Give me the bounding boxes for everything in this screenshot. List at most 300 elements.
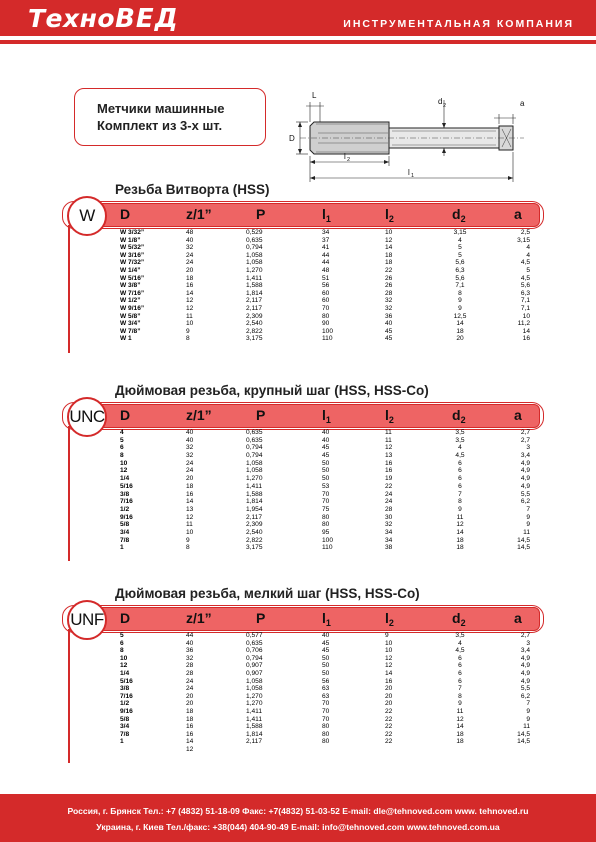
cell-tpi: 24 bbox=[186, 685, 194, 693]
cell-l2: 19 bbox=[385, 475, 393, 483]
cell-size: 5/16 bbox=[120, 482, 133, 490]
cell-tpi: 10 bbox=[186, 528, 194, 536]
drawing-label-l1: l bbox=[408, 168, 410, 177]
col-header-z: z/1” bbox=[186, 610, 212, 626]
cell-size: W 9/16” bbox=[120, 304, 145, 312]
cell-size: W 3/16” bbox=[120, 251, 145, 259]
cell-d2: 11 bbox=[456, 513, 464, 521]
cell-l1: 45 bbox=[322, 444, 330, 452]
cell-a: 3 bbox=[526, 444, 530, 452]
cell-a: 6,3 bbox=[520, 289, 530, 297]
cell-a: 7 bbox=[526, 700, 530, 708]
cell-tpi: 18 bbox=[186, 482, 194, 490]
cell-size: 7/16 bbox=[120, 692, 133, 700]
cell-a: 11 bbox=[523, 528, 530, 536]
table-row bbox=[0, 452, 596, 460]
cell-l1: 70 bbox=[322, 304, 330, 312]
cell-tpi: 16 bbox=[186, 723, 194, 731]
cell-a: 5,5 bbox=[520, 685, 530, 693]
cell-l1: 63 bbox=[322, 692, 330, 700]
cell-l2: 12 bbox=[385, 662, 393, 670]
cell-l1: 50 bbox=[322, 459, 330, 467]
cell-l1: 70 bbox=[322, 490, 330, 498]
table-row bbox=[0, 297, 596, 305]
cell-d2: 6 bbox=[458, 654, 462, 662]
cell-size: 5/16 bbox=[120, 677, 133, 685]
header-divider bbox=[0, 40, 596, 44]
page-footer bbox=[0, 794, 596, 842]
cell-a: 16 bbox=[522, 335, 530, 343]
cell-l2: 24 bbox=[385, 498, 393, 506]
table-row bbox=[0, 282, 596, 290]
cell-tpi: 13 bbox=[186, 505, 194, 513]
cell-size: 1/2 bbox=[120, 700, 130, 708]
cell-l2: 22 bbox=[385, 715, 393, 723]
cell-tpi: 18 bbox=[186, 715, 194, 723]
cell-l2: 28 bbox=[385, 505, 393, 513]
table-row bbox=[0, 700, 596, 708]
table-row bbox=[0, 685, 596, 693]
thread-symbol-unf: UNF bbox=[67, 600, 107, 640]
cell-pitch: 1,270 bbox=[246, 692, 263, 700]
cell-a: 4,9 bbox=[520, 482, 530, 490]
table-row bbox=[0, 506, 596, 514]
cell-pitch: 2,117 bbox=[246, 304, 263, 312]
tap-drawing bbox=[284, 84, 534, 190]
cell-size: 12 bbox=[120, 467, 128, 475]
table-row bbox=[0, 708, 596, 716]
cell-d2: 9 bbox=[458, 304, 462, 312]
col-header-l1: $l_1$ bbox=[322, 206, 331, 224]
cell-tpi: 8 bbox=[186, 335, 190, 343]
cell-a: 9 bbox=[526, 707, 530, 715]
cell-d2: 6 bbox=[458, 662, 462, 670]
cell-l1: 45 bbox=[322, 452, 330, 460]
cell-d2: 20 bbox=[456, 335, 464, 343]
cell-a: 4,9 bbox=[520, 467, 530, 475]
cell-size: 1/4 bbox=[120, 669, 130, 677]
cell-a: 4,5 bbox=[520, 259, 530, 267]
cell-a: 14,5 bbox=[517, 730, 530, 738]
cell-tpi: 40 bbox=[186, 436, 194, 444]
cell-size: 5 bbox=[120, 436, 124, 444]
cell-l1: 53 bbox=[322, 482, 330, 490]
drawing-label-D: D bbox=[289, 134, 295, 143]
logo-text-part2: ВЕД bbox=[115, 4, 179, 34]
drawing-label-l2-sub: 2 bbox=[347, 157, 351, 163]
cell-a: 4,9 bbox=[520, 459, 530, 467]
col-header-D: D bbox=[120, 407, 131, 423]
col-header-P: P bbox=[256, 407, 266, 423]
col-header-D: D bbox=[120, 206, 131, 222]
cell-tpi: 14 bbox=[186, 738, 194, 746]
section-title-unc: Дюймовая резьба, крупный шаг (HSS, HSS-Co) bbox=[115, 383, 429, 398]
cell-size: 3/8 bbox=[120, 490, 130, 498]
cell-l2: 10 bbox=[385, 229, 393, 236]
cell-l1: 50 bbox=[322, 654, 330, 662]
cell-a: 5,5 bbox=[520, 490, 530, 498]
cell-size: W 7/32” bbox=[120, 259, 145, 267]
cell-pitch: 2,822 bbox=[246, 327, 263, 335]
cell-tpi: 18 bbox=[186, 707, 194, 715]
cell-size: W 3/8” bbox=[120, 282, 141, 290]
cell-tpi: 32 bbox=[186, 654, 194, 662]
cell-a: 5,6 bbox=[520, 282, 530, 290]
cell-l1: 48 bbox=[322, 266, 330, 274]
cell-pitch: 1,270 bbox=[246, 475, 263, 483]
drawing-label-l2: l bbox=[344, 152, 346, 161]
logo bbox=[28, 4, 179, 34]
cell-pitch: 1,814 bbox=[246, 498, 263, 506]
col-header-z: z/1” bbox=[186, 407, 212, 423]
logo-text-part1: Техно bbox=[28, 4, 116, 33]
cell-l2: 12 bbox=[385, 236, 393, 244]
table-header-labels bbox=[0, 607, 596, 631]
cell-tpi: 16 bbox=[186, 730, 194, 738]
table-row bbox=[0, 335, 596, 343]
section-title-unf: Дюймовая резьба, мелкий шаг (HSS, HSS-Co) bbox=[115, 586, 420, 601]
cell-l1: 75 bbox=[322, 505, 330, 513]
cell-size: 8 bbox=[120, 452, 124, 460]
cell-tpi: 18 bbox=[186, 274, 194, 282]
cell-d2: 14 bbox=[456, 723, 464, 731]
table-row bbox=[0, 655, 596, 663]
cell-l2: 34 bbox=[385, 536, 393, 544]
cell-pitch: 0,794 bbox=[246, 654, 263, 662]
cell-d2: 6 bbox=[458, 677, 462, 685]
drawing-label-L: L bbox=[312, 91, 317, 100]
cell-l1: 80 bbox=[322, 723, 330, 731]
cell-l1: 95 bbox=[322, 528, 330, 536]
footer-contacts-ukraine: Украина, г. Киев Тел./факс: +38(044) 404-90-49 E-mail: info@tehnoved.com www.tehnoved.com.ua bbox=[96, 822, 500, 832]
cell-d2: 14 bbox=[456, 320, 464, 328]
cell-size: 7/16 bbox=[120, 498, 133, 506]
cell-d2: 18 bbox=[456, 544, 464, 552]
cell-l1: 110 bbox=[322, 544, 333, 552]
cell-d2: 9 bbox=[458, 297, 462, 305]
table-row bbox=[0, 723, 596, 731]
cell-a: 2,5 bbox=[520, 229, 530, 236]
cell-d2: 12 bbox=[456, 521, 464, 529]
page-header bbox=[0, 0, 596, 50]
cell-d2: 12 bbox=[456, 715, 464, 723]
cell-l2: 12 bbox=[385, 444, 393, 452]
cell-tpi: 28 bbox=[186, 669, 194, 677]
cell-a: 4 bbox=[526, 244, 530, 252]
cell-a: 4,9 bbox=[520, 669, 530, 677]
cell-size: 12 bbox=[120, 662, 128, 670]
cell-pitch: 1,058 bbox=[246, 467, 263, 475]
cell-l2: 16 bbox=[385, 459, 393, 467]
cell-size: 1 bbox=[120, 544, 124, 552]
table-row bbox=[0, 544, 596, 552]
cell-a: 4,9 bbox=[520, 677, 530, 685]
cell-tpi: 20 bbox=[186, 692, 194, 700]
cell-size: W 5/8” bbox=[120, 312, 141, 320]
cell-a: 2,7 bbox=[520, 429, 530, 436]
cell-l1: 56 bbox=[322, 282, 330, 290]
product-title-line2: Комплект из 3-х шт. bbox=[97, 118, 223, 133]
col-header-z: z/1” bbox=[186, 206, 212, 222]
cell-d2: 18 bbox=[456, 536, 464, 544]
cell-l2: 32 bbox=[385, 521, 393, 529]
cell-a: 9 bbox=[526, 513, 530, 521]
cell-l1: 50 bbox=[322, 669, 330, 677]
cell-l2: 16 bbox=[385, 467, 393, 475]
cell-l1: 80 bbox=[322, 521, 330, 529]
cell-a: 4,9 bbox=[520, 662, 530, 670]
col-header-P: P bbox=[256, 206, 266, 222]
cell-size: W 3/4” bbox=[120, 320, 141, 328]
thread-symbol-w: W bbox=[67, 196, 107, 236]
cell-a: 4,9 bbox=[520, 475, 530, 483]
cell-l1: 70 bbox=[322, 700, 330, 708]
table-row bbox=[0, 529, 596, 537]
cell-d2: 6 bbox=[458, 459, 462, 467]
cell-tpi: 12 bbox=[186, 304, 194, 312]
cell-a: 14,5 bbox=[517, 738, 530, 746]
cell-d2: 6 bbox=[458, 467, 462, 475]
cell-d2: 4,5 bbox=[455, 647, 465, 655]
cell-pitch: 1,411 bbox=[246, 715, 263, 723]
cell-l1: 80 bbox=[322, 513, 330, 521]
cell-pitch: 2,540 bbox=[246, 320, 263, 328]
cell-l1: 40 bbox=[322, 429, 330, 436]
table-body-whitworth bbox=[0, 229, 596, 343]
cell-size: W 1/4” bbox=[120, 266, 141, 274]
cell-l2: 26 bbox=[385, 282, 393, 290]
table-row bbox=[0, 537, 596, 545]
cell-d2: 6,3 bbox=[455, 266, 465, 274]
col-header-l2: $l_2$ bbox=[385, 407, 394, 425]
table-row bbox=[0, 662, 596, 670]
cell-pitch: 0,577 bbox=[246, 632, 263, 639]
cell-a: 7 bbox=[526, 505, 530, 513]
table-header-labels bbox=[0, 203, 596, 227]
cell-l2: 32 bbox=[385, 304, 393, 312]
cell-l1: 70 bbox=[322, 498, 330, 506]
drawing-label-d2-sub: 2 bbox=[443, 103, 447, 109]
cell-tpi: 48 bbox=[186, 229, 194, 236]
col-header-l2: $l_2$ bbox=[385, 206, 394, 224]
col-header-a: a bbox=[514, 407, 522, 423]
table-row bbox=[0, 313, 596, 321]
cell-a: 9 bbox=[526, 715, 530, 723]
cell-pitch: 3,175 bbox=[246, 544, 263, 552]
cell-tpi: 8 bbox=[186, 544, 190, 552]
cell-a: 3,4 bbox=[520, 647, 530, 655]
cell-d2: 3,15 bbox=[453, 229, 467, 236]
cell-l2: 14 bbox=[385, 669, 393, 677]
cell-tpi: 32 bbox=[186, 244, 194, 252]
cell-l2: 45 bbox=[385, 335, 393, 343]
cell-pitch: 1,411 bbox=[246, 274, 263, 282]
cell-l1: 60 bbox=[322, 289, 330, 297]
cell-pitch: 2,117 bbox=[246, 513, 263, 521]
cell-size: W 1 bbox=[120, 335, 132, 343]
cell-l1: 44 bbox=[322, 259, 330, 267]
drawing-label-l1-sub: 1 bbox=[411, 173, 415, 179]
cell-l2: 11 bbox=[385, 429, 392, 436]
cell-a: 3,15 bbox=[517, 236, 530, 244]
table-row bbox=[0, 259, 596, 267]
col-header-d2: $d_2$ bbox=[452, 610, 466, 628]
cell-pitch: 0,706 bbox=[246, 647, 263, 655]
cell-tpi: 10 bbox=[186, 320, 194, 328]
cell-l2: 22 bbox=[385, 482, 393, 490]
cell-size: 7/8 bbox=[120, 730, 130, 738]
cell-a: 10 bbox=[522, 312, 530, 320]
cell-pitch: 1,058 bbox=[246, 677, 263, 685]
cell-a: 3 bbox=[526, 639, 530, 647]
cell-pitch: 0,907 bbox=[246, 669, 263, 677]
cell-l2: 22 bbox=[385, 266, 393, 274]
col-header-a: a bbox=[514, 610, 522, 626]
cell-tpi: 24 bbox=[186, 467, 194, 475]
cell-d2: 18 bbox=[456, 738, 464, 746]
cell-tpi: 12 bbox=[186, 745, 194, 753]
cell-l1: 60 bbox=[322, 297, 330, 305]
cell-d2: 9 bbox=[458, 700, 462, 708]
section-title-whitworth: Резьба Витворта (HSS) bbox=[115, 182, 270, 197]
cell-size: W 7/16” bbox=[120, 289, 145, 297]
cell-d2: 18 bbox=[456, 327, 464, 335]
cell-tpi: 40 bbox=[186, 429, 194, 436]
table-row bbox=[0, 244, 596, 252]
cell-size: 8 bbox=[120, 647, 124, 655]
cell-pitch: 1,270 bbox=[246, 266, 263, 274]
cell-pitch: 1,411 bbox=[246, 482, 263, 490]
cell-tpi: 40 bbox=[186, 639, 194, 647]
table-row bbox=[0, 267, 596, 275]
cell-tpi: 44 bbox=[186, 632, 194, 639]
cell-tpi: 24 bbox=[186, 259, 194, 267]
cell-d2: 4 bbox=[458, 444, 462, 452]
cell-size: 7/8 bbox=[120, 536, 130, 544]
cell-a: 4,5 bbox=[520, 274, 530, 282]
cell-size: W 7/8” bbox=[120, 327, 141, 335]
table-row bbox=[0, 320, 596, 328]
cell-l2: 22 bbox=[385, 738, 393, 746]
cell-a: 6,2 bbox=[520, 498, 530, 506]
cell-l1: 37 bbox=[322, 236, 330, 244]
cell-l2: 22 bbox=[385, 723, 393, 731]
cell-size: W 1/2” bbox=[120, 297, 141, 305]
cell-pitch: 2,540 bbox=[246, 528, 263, 536]
cell-a: 2,7 bbox=[520, 632, 530, 639]
table-row bbox=[0, 229, 596, 237]
cell-l1: 51 bbox=[322, 274, 330, 282]
cell-l1: 45 bbox=[322, 639, 330, 647]
cell-size: W 3/32” bbox=[120, 229, 145, 236]
col-header-a: a bbox=[514, 206, 522, 222]
table-row bbox=[0, 275, 596, 283]
cell-l1: 80 bbox=[322, 738, 330, 746]
drawing-label-d2: d bbox=[438, 97, 443, 106]
cell-pitch: 0,635 bbox=[246, 429, 263, 436]
cell-l1: 90 bbox=[322, 320, 330, 328]
col-header-l2: $l_2$ bbox=[385, 610, 394, 628]
cell-pitch: 0,907 bbox=[246, 662, 263, 670]
table-row bbox=[0, 746, 596, 754]
table-body-unc bbox=[0, 429, 596, 552]
cell-d2: 4 bbox=[458, 236, 462, 244]
cell-l2: 11 bbox=[385, 436, 392, 444]
cell-pitch: 1,058 bbox=[246, 251, 263, 259]
cell-l2: 45 bbox=[385, 327, 393, 335]
table-row bbox=[0, 491, 596, 499]
table-row bbox=[0, 305, 596, 313]
cell-tpi: 12 bbox=[186, 513, 194, 521]
cell-a: 11 bbox=[523, 723, 530, 731]
col-header-l1: $l_1$ bbox=[322, 610, 331, 628]
cell-d2: 3,5 bbox=[455, 436, 465, 444]
cell-pitch: 0,635 bbox=[246, 436, 263, 444]
cell-a: 4 bbox=[526, 251, 530, 259]
cell-pitch: 1,270 bbox=[246, 700, 263, 708]
cell-l1: 80 bbox=[322, 312, 330, 320]
drawing-label-a: a bbox=[520, 99, 525, 108]
cell-l2: 28 bbox=[385, 289, 393, 297]
table-row bbox=[0, 437, 596, 445]
cell-a: 2,7 bbox=[520, 436, 530, 444]
table-row bbox=[0, 670, 596, 678]
cell-d2: 3,5 bbox=[455, 429, 465, 436]
cell-tpi: 20 bbox=[186, 700, 194, 708]
cell-a: 3,4 bbox=[520, 452, 530, 460]
cell-tpi: 9 bbox=[186, 536, 190, 544]
cell-pitch: 0,794 bbox=[246, 452, 263, 460]
cell-l1: 100 bbox=[322, 327, 334, 335]
table-row bbox=[0, 483, 596, 491]
table-row bbox=[0, 693, 596, 701]
cell-l1: 70 bbox=[322, 715, 330, 723]
cell-d2: 5 bbox=[458, 251, 462, 259]
cell-pitch: 1,954 bbox=[246, 505, 263, 513]
cell-tpi: 11 bbox=[186, 521, 193, 529]
table-row bbox=[0, 237, 596, 245]
cell-size: 9/16 bbox=[120, 513, 133, 521]
table-row bbox=[0, 252, 596, 260]
cell-l1: 50 bbox=[322, 662, 330, 670]
table-row bbox=[0, 514, 596, 522]
table-row bbox=[0, 290, 596, 298]
cell-l1: 56 bbox=[322, 677, 330, 685]
cell-tpi: 16 bbox=[186, 282, 194, 290]
cell-l2: 26 bbox=[385, 274, 393, 282]
cell-l1: 34 bbox=[322, 229, 330, 236]
cell-l2: 20 bbox=[385, 692, 393, 700]
cell-d2: 11 bbox=[456, 707, 464, 715]
cell-tpi: 14 bbox=[186, 498, 194, 506]
cell-pitch: 1,588 bbox=[246, 723, 263, 731]
cell-a: 6,2 bbox=[520, 692, 530, 700]
cell-d2: 5,6 bbox=[455, 274, 465, 282]
cell-a: 4,9 bbox=[520, 654, 530, 662]
cell-pitch: 1,588 bbox=[246, 490, 263, 498]
cell-l2: 18 bbox=[385, 251, 393, 259]
cell-pitch: 2,822 bbox=[246, 536, 263, 544]
cell-l1: 50 bbox=[322, 467, 330, 475]
cell-a: 14 bbox=[522, 327, 530, 335]
cell-pitch: 0,635 bbox=[246, 639, 263, 647]
cell-tpi: 20 bbox=[186, 266, 194, 274]
cell-l2: 22 bbox=[385, 730, 393, 738]
table-row bbox=[0, 738, 596, 746]
cell-l2: 38 bbox=[385, 544, 393, 552]
cell-size: 10 bbox=[120, 459, 128, 467]
cell-d2: 7 bbox=[458, 490, 462, 498]
